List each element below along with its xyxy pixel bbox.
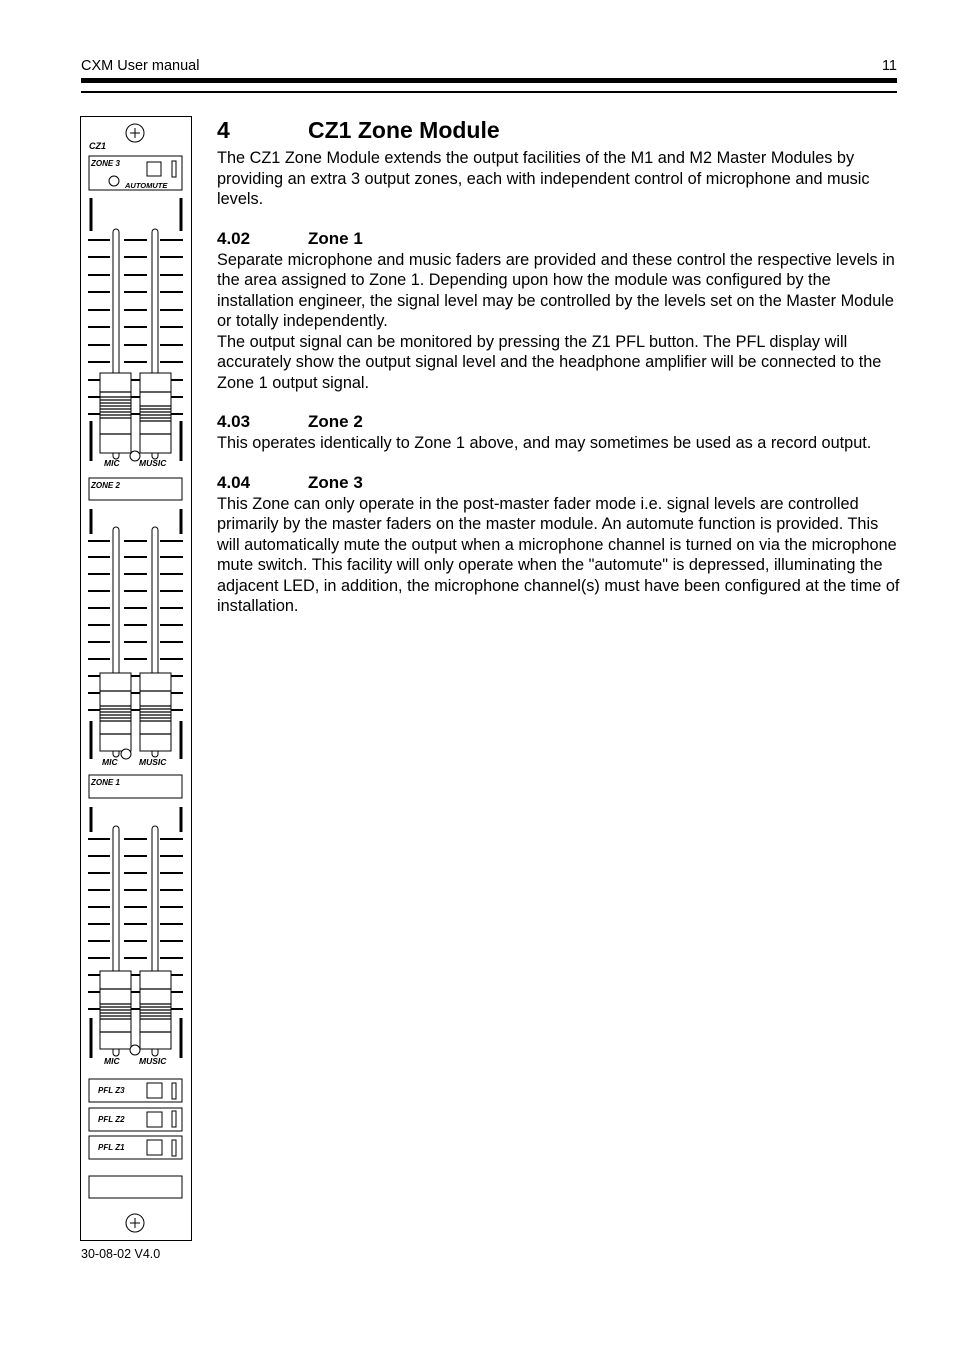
music-fader-knob-zone3[interactable] bbox=[140, 373, 171, 453]
subsection-number: 4.03 bbox=[217, 412, 251, 431]
pfl-z2-label: PFL Z2 bbox=[98, 1115, 125, 1124]
subsection-heading-zone3 bbox=[217, 472, 902, 493]
header-rule-thin bbox=[81, 91, 897, 93]
mic-label-zone3: MIC bbox=[104, 458, 120, 468]
module-label: CZ1 bbox=[89, 141, 107, 151]
zone3-label: ZONE 3 bbox=[91, 159, 120, 168]
footer-version: 30-08-02 V4.0 bbox=[81, 1247, 161, 1261]
pfl-z1-label: PFL Z1 bbox=[98, 1143, 125, 1152]
mic-label-zone1: MIC bbox=[104, 1056, 120, 1066]
pfl-z3-label: PFL Z3 bbox=[98, 1086, 125, 1095]
header-rule-thick bbox=[81, 78, 897, 83]
section-intro: The CZ1 Zone Module extends the output facilities of the M1 and M2 Master Modules by providing an extra 3 output zones, each with independent control of microphone and music levels. bbox=[217, 149, 870, 208]
page-number: 11 bbox=[881, 58, 897, 74]
music-label-zone1: MUSIC bbox=[139, 1056, 167, 1066]
zone1-paragraph-1: Separate microphone and music faders are provided and these control the respective levels in the area assigned to Zone 1. Depending upon how the module was configured by the installation engineer, the signal level may be controlled by the levels set on the Master Module or totally independently. bbox=[217, 250, 895, 330]
zone1-label: ZONE 1 bbox=[91, 778, 120, 787]
section-title: CZ1 Zone Module bbox=[308, 117, 500, 143]
zone1-paragraph-2: The output signal can be monitored by pressing the Z1 PFL button. The PFL display will accurately show the output signal level and the headphone amplifier will be connected to the Zone 1 output signal. bbox=[217, 332, 882, 392]
mic-fader-knob-zone1[interactable] bbox=[100, 971, 131, 1049]
subsection-number: 4.04 bbox=[217, 472, 251, 492]
mic-fader-knob-zone2[interactable] bbox=[100, 673, 131, 751]
header-title: CXM User manual bbox=[81, 58, 200, 74]
music-label-zone3: MUSIC bbox=[139, 458, 167, 468]
music-label-zone2: MUSIC bbox=[139, 757, 167, 767]
subsection-title: Zone 2 bbox=[308, 412, 363, 431]
zone3-paragraph-1: This Zone can only operate in the post-master fader mode i.e. signal levels are controlled primarily by the master faders on the master module. An automute function is provided. This will automatically mute the output when a microphone channel is turned on via the microphone mute switch. This facility will only operate when the "automute" is depressed, illuminating the adjacent LED, in addition, the microphone channel(s) must have been configured at the time of installation. bbox=[217, 494, 900, 615]
section-number: 4 bbox=[217, 117, 230, 143]
subsection-heading-zone1 bbox=[217, 228, 902, 249]
subsection-heading-zone2 bbox=[217, 411, 902, 432]
automute-label: AUTOMUTE bbox=[125, 181, 168, 190]
zone2-label: ZONE 2 bbox=[91, 481, 120, 490]
music-fader-knob-zone1[interactable] bbox=[140, 971, 171, 1049]
music-fader-knob-zone2[interactable] bbox=[140, 673, 171, 751]
section-content bbox=[217, 116, 902, 617]
cz1-module-illustration bbox=[80, 116, 192, 1241]
subsection-number: 4.02 bbox=[217, 228, 251, 248]
subsection-title: Zone 1 bbox=[308, 228, 363, 248]
mic-label-zone2: MIC bbox=[102, 757, 118, 767]
mic-fader-knob-zone3[interactable] bbox=[100, 373, 131, 453]
subsection-title: Zone 3 bbox=[308, 472, 363, 492]
section-heading bbox=[217, 116, 902, 144]
zone2-paragraph-1: This operates identically to Zone 1 above, and may sometimes be used as a record output. bbox=[217, 434, 872, 452]
